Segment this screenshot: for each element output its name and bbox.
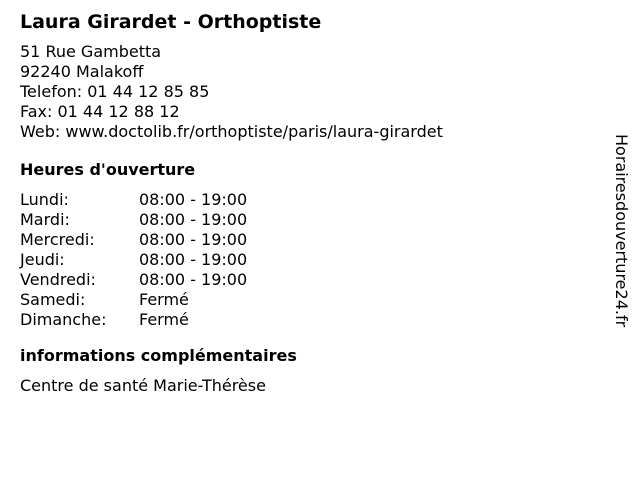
city-address: 92240 Malakoff	[20, 62, 144, 81]
time-value: 08:00 - 19:00	[139, 210, 248, 229]
hours-row-friday	[20, 270, 600, 290]
opening-hours-table	[20, 190, 600, 330]
site-brand-watermark: Horairesdouverture24.fr	[612, 134, 631, 328]
website: Web: www.doctolib.fr/orthoptiste/paris/laura-girardet	[20, 122, 443, 141]
additional-info-text: Centre de santé Marie-Thérèse	[20, 376, 266, 395]
page-title: Laura Girardet - Orthoptiste	[20, 11, 322, 33]
time-value: 08:00 - 19:00	[139, 230, 248, 249]
hours-row-tuesday	[20, 210, 600, 230]
fax-number: Fax: 01 44 12 88 12	[20, 102, 180, 121]
time-value: 08:00 - 19:00	[139, 250, 248, 269]
street-address: 51 Rue Gambetta	[20, 42, 162, 61]
day-label: Mercredi:	[20, 230, 95, 249]
hours-row-wednesday	[20, 230, 600, 250]
day-label: Vendredi:	[20, 270, 96, 289]
hours-row-thursday	[20, 250, 600, 270]
phone-number: Telefon: 01 44 12 85 85	[20, 82, 210, 101]
time-value: 08:00 - 19:00	[139, 190, 248, 209]
additional-info-heading: informations complémentaires	[20, 346, 297, 365]
day-label: Dimanche:	[20, 310, 107, 329]
time-value: Fermé	[139, 290, 189, 309]
hours-row-sunday	[20, 310, 600, 330]
opening-hours-heading: Heures d'ouverture	[20, 160, 196, 179]
day-label: Mardi:	[20, 210, 70, 229]
practitioner-card	[20, 10, 600, 396]
day-label: Lundi:	[20, 190, 69, 209]
time-value: 08:00 - 19:00	[139, 270, 248, 289]
hours-row-monday	[20, 190, 600, 210]
day-label: Jeudi:	[20, 250, 65, 269]
day-label: Samedi:	[20, 290, 86, 309]
time-value: Fermé	[139, 310, 189, 329]
hours-row-saturday	[20, 290, 600, 310]
address-block	[20, 42, 600, 142]
